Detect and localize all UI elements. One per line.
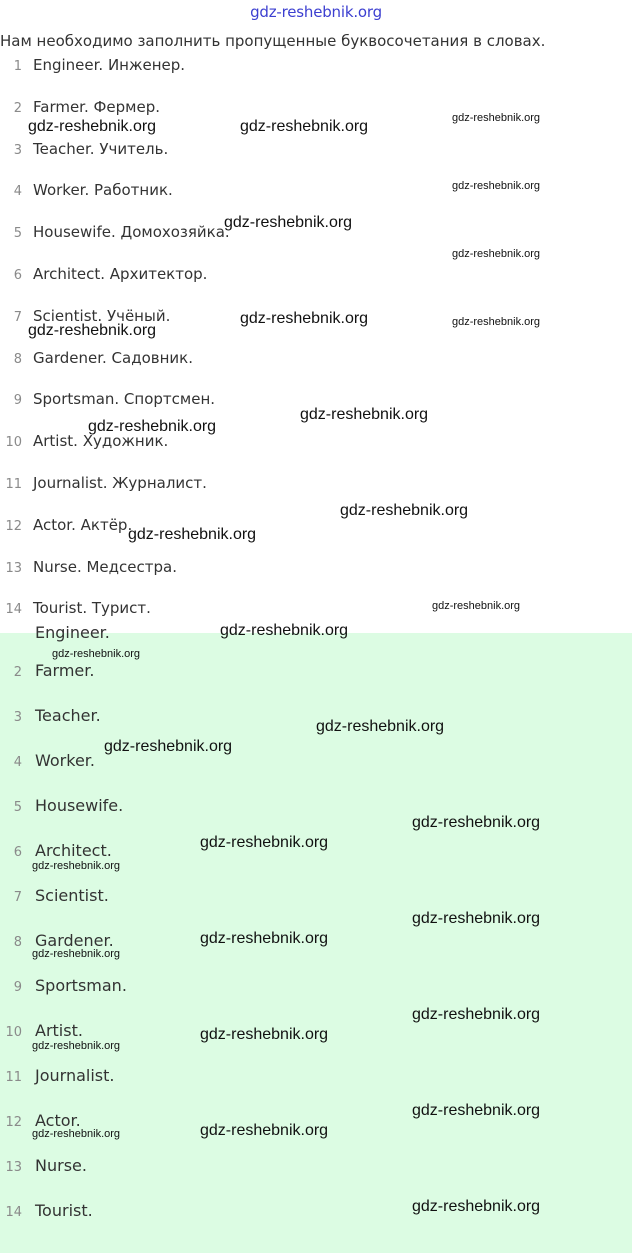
list-item [0,134,632,164]
answer-item [0,1150,632,1184]
answer-number: 12 [5,1115,22,1130]
answer-number: 3 [13,710,22,725]
list-item [0,510,632,540]
site-header [0,0,632,24]
item-text: Journalist. Журналист. [33,474,207,492]
watermark-text: gdz-reshebnik.org [412,814,541,831]
watermark-text: gdz-reshebnik.org [412,1198,541,1215]
item-text: Engineer. Инженер. [33,56,186,74]
answer-text: Housewife. [35,796,124,815]
task-instruction: Нам необходимо заполнить пропущенные буквосочетания в словах. [0,32,546,50]
watermark-text: gdz-reshebnik.org [28,118,157,135]
list-item [0,343,632,373]
item-number: 9 [13,393,22,409]
watermark-text: gdz-reshebnik.org [412,910,541,927]
watermark-text: gdz-reshebnik.org [220,622,349,639]
site-name-link[interactable]: gdz-reshebnik.org [250,3,382,21]
watermark-text: gdz-reshebnik.org [104,738,233,755]
answer-text: Gardener. [35,931,114,950]
answer-number: 13 [5,1160,22,1175]
item-number: 10 [5,435,22,451]
watermark-text: gdz-reshebnik.org [32,860,121,872]
watermark-text: gdz-reshebnik.org [28,322,157,339]
answer-text: Artist. [35,1021,83,1040]
item-number: 11 [5,477,22,492]
watermark-text: gdz-reshebnik.org [32,1040,121,1052]
item-number: 1 [13,59,22,74]
watermark-text: gdz-reshebnik.org [452,112,541,124]
watermark-text: gdz-reshebnik.org [200,1122,329,1139]
watermark-text: gdz-reshebnik.org [224,214,353,231]
item-text: Housewife. Домохозяйка. [33,223,230,242]
answer-number: 4 [13,755,22,770]
watermark-text: gdz-reshebnik.org [432,600,521,612]
answer-number: 9 [13,980,22,995]
answer-number: 11 [5,1070,22,1085]
item-text: Tourist. Турист. [33,599,151,618]
answer-item [0,1060,632,1094]
item-text: Nurse. Медсестра. [33,557,177,576]
answer-text: Architect. [35,841,112,860]
watermark-text: gdz-reshebnik.org [128,526,257,543]
item-text: Sportsman. Спортсмен. [33,390,216,409]
list-item [0,552,632,582]
watermark-text: gdz-reshebnik.org [452,248,541,260]
watermark-text: gdz-reshebnik.org [340,502,469,519]
answer-number: 6 [13,845,22,860]
watermark-text: gdz-reshebnik.org [452,180,541,192]
watermark-text: gdz-reshebnik.org [200,834,329,851]
watermark-text: gdz-reshebnik.org [412,1006,541,1023]
item-number: 5 [13,226,22,242]
item-number: 4 [13,184,22,200]
watermark-text: gdz-reshebnik.org [200,930,329,947]
answer-text: Journalist. [35,1066,115,1085]
answer-number: 5 [13,800,22,815]
watermark-text: gdz-reshebnik.org [412,1102,541,1119]
item-number: 14 [5,602,22,618]
list-item [0,468,632,498]
list-item [0,50,632,80]
item-number: 7 [13,309,22,325]
watermark-text: gdz-reshebnik.org [452,316,541,328]
answer-item [0,745,632,779]
item-text: Artist. Художник. [33,432,169,451]
item-number: 3 [13,142,22,158]
answer-text: Sportsman. [35,976,127,995]
item-text: Architect. Архитектор. [33,265,208,283]
watermark-text: gdz-reshebnik.org [32,948,121,960]
watermark-text: gdz-reshebnik.org [240,118,369,135]
item-number: 13 [5,560,22,576]
answer-number: 2 [13,665,22,680]
answer-item [0,880,632,914]
answer-text: Farmer. [35,661,95,680]
item-text: Gardener. Садовник. [33,348,193,367]
answer-number: 8 [13,935,22,950]
watermark-text: gdz-reshebnik.org [52,648,141,660]
item-text: Teacher. Учитель. [33,139,169,158]
answer-number: 7 [13,890,22,905]
list-item [0,259,632,289]
watermark-text: gdz-reshebnik.org [240,310,369,327]
list-item [0,593,632,623]
item-text: Farmer. Фермер. [33,97,161,116]
answer-text: Tourist. [35,1201,93,1220]
answer-text: Actor. [35,1111,81,1130]
watermark-text: gdz-reshebnik.org [316,718,445,735]
answer-text: Nurse. [35,1156,87,1175]
item-number: 12 [5,518,22,534]
answer-number: 14 [5,1205,22,1220]
item-number: 6 [13,268,22,283]
item-text: Worker. Работник. [33,181,173,200]
answer-text: Worker. [35,751,95,770]
answer-item [0,655,632,689]
item-number: 2 [13,100,22,116]
answer-number: 10 [5,1025,22,1040]
answer-cut-item: Engineer. [35,623,110,642]
watermark-text: gdz-reshebnik.org [32,1128,121,1140]
watermark-text: gdz-reshebnik.org [200,1026,329,1043]
item-text: Scientist. Учёный. [33,306,171,325]
item-text: Actor. Актёр. [33,515,133,534]
answer-text: Teacher. [35,706,101,725]
answer-item [0,970,632,1004]
watermark-text: gdz-reshebnik.org [88,418,217,435]
answer-text: Scientist. [35,886,109,905]
watermark-text: gdz-reshebnik.org [300,406,429,423]
item-number: 8 [13,351,22,367]
